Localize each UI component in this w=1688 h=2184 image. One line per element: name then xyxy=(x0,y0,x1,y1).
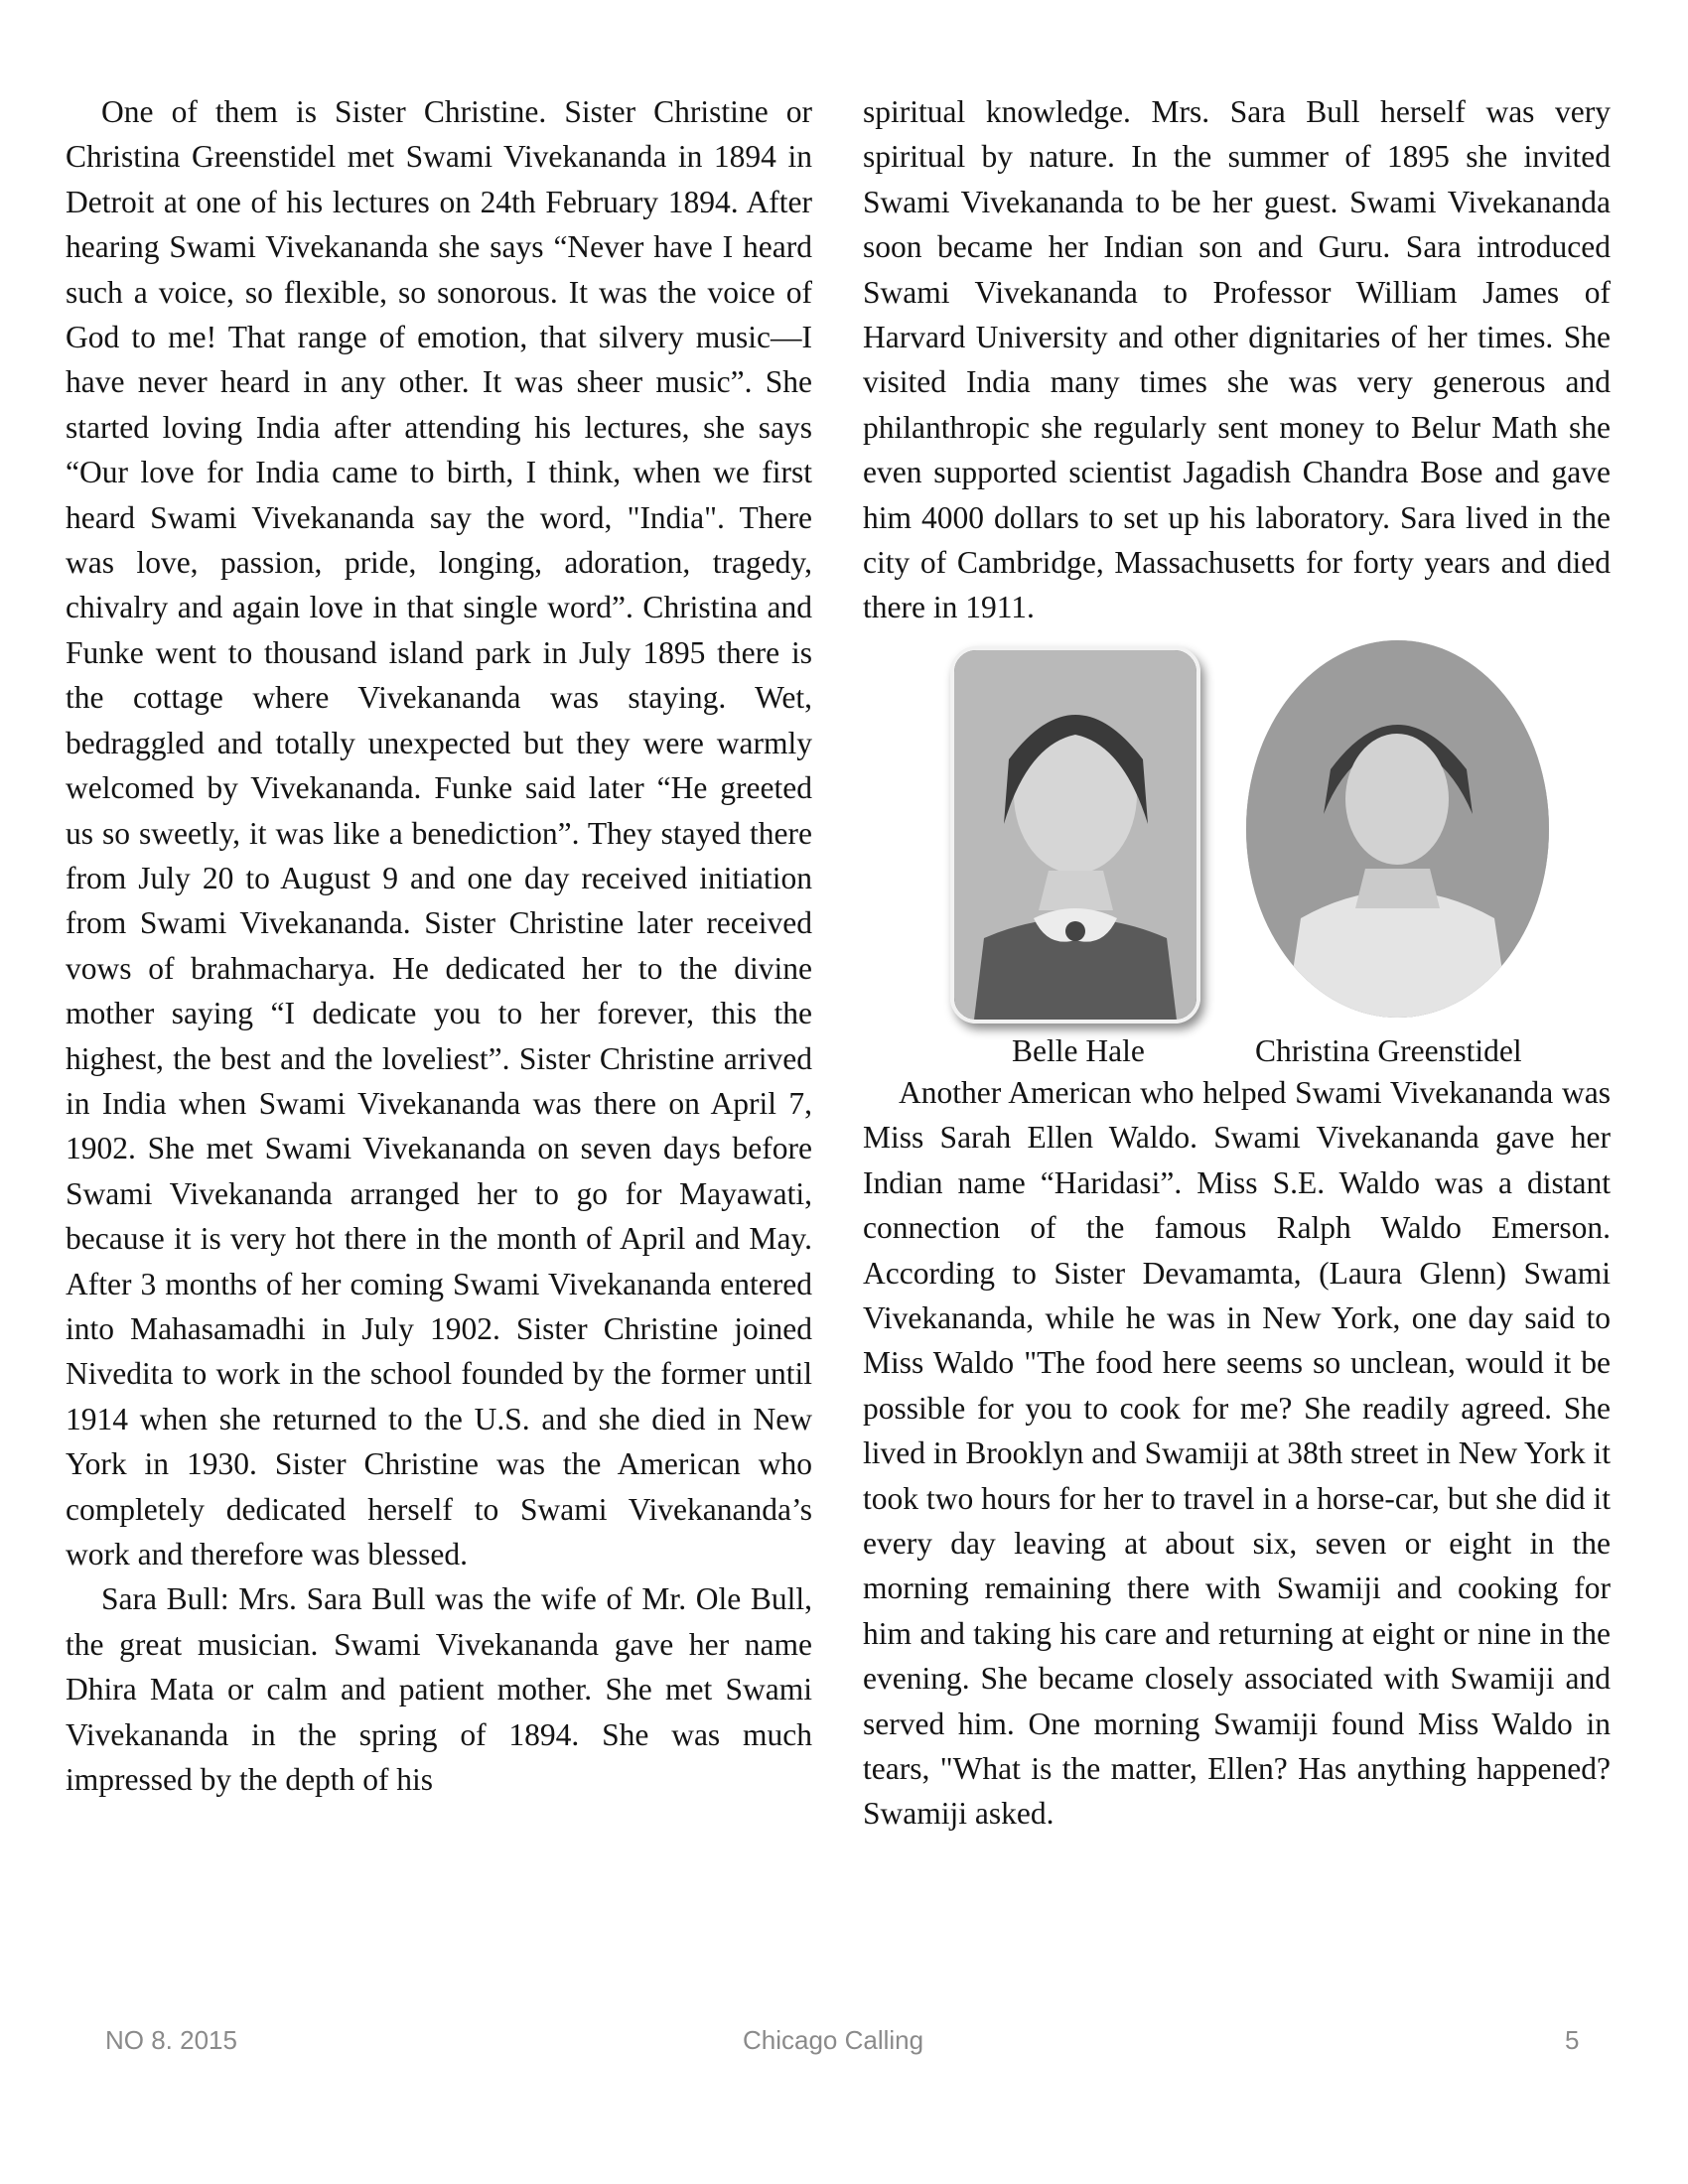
footer-page-number: 5 xyxy=(1565,2025,1580,2055)
footer-title: Chicago Calling xyxy=(743,2025,924,2055)
christina-greenstidel-caption: Christina Greenstidel xyxy=(1255,1032,1522,1068)
paragraph-sara-bull: Sara Bull: Mrs. Sara Bull was the wife of Mr. Ole Bull, the great musician. Swami Vivekananda gave her name Dhira Mata or calm and patient mother. She met Swami Vivekananda in the spring of 1894. She was much impressed by the depth of his xyxy=(66,1581,812,1798)
paragraph-sister-christine: One of them is Sister Christine. Sister Christine or Christina Greenstidel met Swami Vivekananda in 1894 in Detroit at one of his lectures on 24th February 1894. After hearing Swami Vivekananda she says “Never have I heard such a voice, so flexible, so sonorous. It was the voice of God to me! That range of emotion, that silvery music—I have never heard in any other. It was sheer music”. She started loving India after attending his lectures, she says “Our love for India came to birth, I think, when we first heard Swami Vivekananda say the word, "India". There was love, passion, pride, longing, adoration, tragedy, chivalry and again love in that single word”. Christina and Funke went to thousand island park in July 1895 there is the cottage where Vivekananda was staying. Wet, bedraggled and totally unexpected but they were warmly welcomed by Vivekananda. Funke said later “He greeted us so sweetly, it was like a benediction”. They stayed there from July 20 to August 9 and one day received initiation from Swami Vivekananda. Sister Christine later received vows of brahmacharya. He dedicated her to the divine mother saying “I dedicate you to her forever, this the highest, the best and the loveliest”. Sister Christine arrived in India when Swami Vivekananda was there on April 7, 1902. She met Swami Vivekananda on seven days before Swami Vivekananda arranged her to go for Mayawati, because it is very hot there in the month of April and May. After 3 months of her coming Swami Vivekananda entered into Mahasamadhi in July 1902. Sister Christine joined Nivedita to work in the school founded by the former until 1914 when she returned to the U.S. and she died in New York in 1930. Sister Christine was the American who completely dedicated herself to Swami Vivekananda’s work and therefore was blessed. xyxy=(66,94,812,1571)
photo-group xyxy=(863,638,1611,1070)
belle-hale-photo xyxy=(950,646,1200,1024)
belle-hale-caption: Belle Hale xyxy=(1012,1032,1145,1068)
left-column xyxy=(66,89,812,1802)
right-column xyxy=(863,89,1611,1837)
paragraph-sara-bull-continued: spiritual knowledge. Mrs. Sara Bull herself was very spiritual by nature. In the summer of 1895 she invited Swami Vivekananda to be her guest. Swami Vivekananda soon became her Indian son and Guru. Sara introduced Swami Vivekananda to Professor William James of Harvard University and other dignitaries of her times. She visited India many times she was very generous and philanthropic she regularly sent money to Belur Math she even supported scientist Jagadish Chandra Bose and gave him 4000 dollars to set up his laboratory. Sara lived in the city of Cambridge, Massachusetts for forty years and died there in 1911. xyxy=(863,94,1611,625)
paragraph-sarah-waldo: Another American who helped Swami Vivekananda was Miss Sarah Ellen Waldo. Swami Vivekananda gave her Indian name “Haridasi”. Miss S.E. Waldo was a distant connection of the famous Ralph Waldo Emerson. According to Sister Devamamta, (Laura Glenn) Swami Vivekananda, while he was in New York, one day said to Miss Waldo "The food here seems so unclean, would it be possible for you to cook for me? She readily agreed. She lived in Brooklyn and Swamiji at 38th street in New York it took two hours for her to travel in a horse-car, but she did it every day leaving at about six, seven or eight in the morning remaining there with Swamiji and cooking for him and taking his care and returning at eight or nine in the evening. She became closely associated with Swamiji and served him. One morning Swamiji found Miss Waldo in tears, "What is the matter, Ellen? Has anything happened? Swamiji asked. xyxy=(863,1074,1611,1832)
christina-greenstidel-photo xyxy=(1246,640,1549,1018)
footer-issue: NO 8. 2015 xyxy=(105,2025,237,2055)
